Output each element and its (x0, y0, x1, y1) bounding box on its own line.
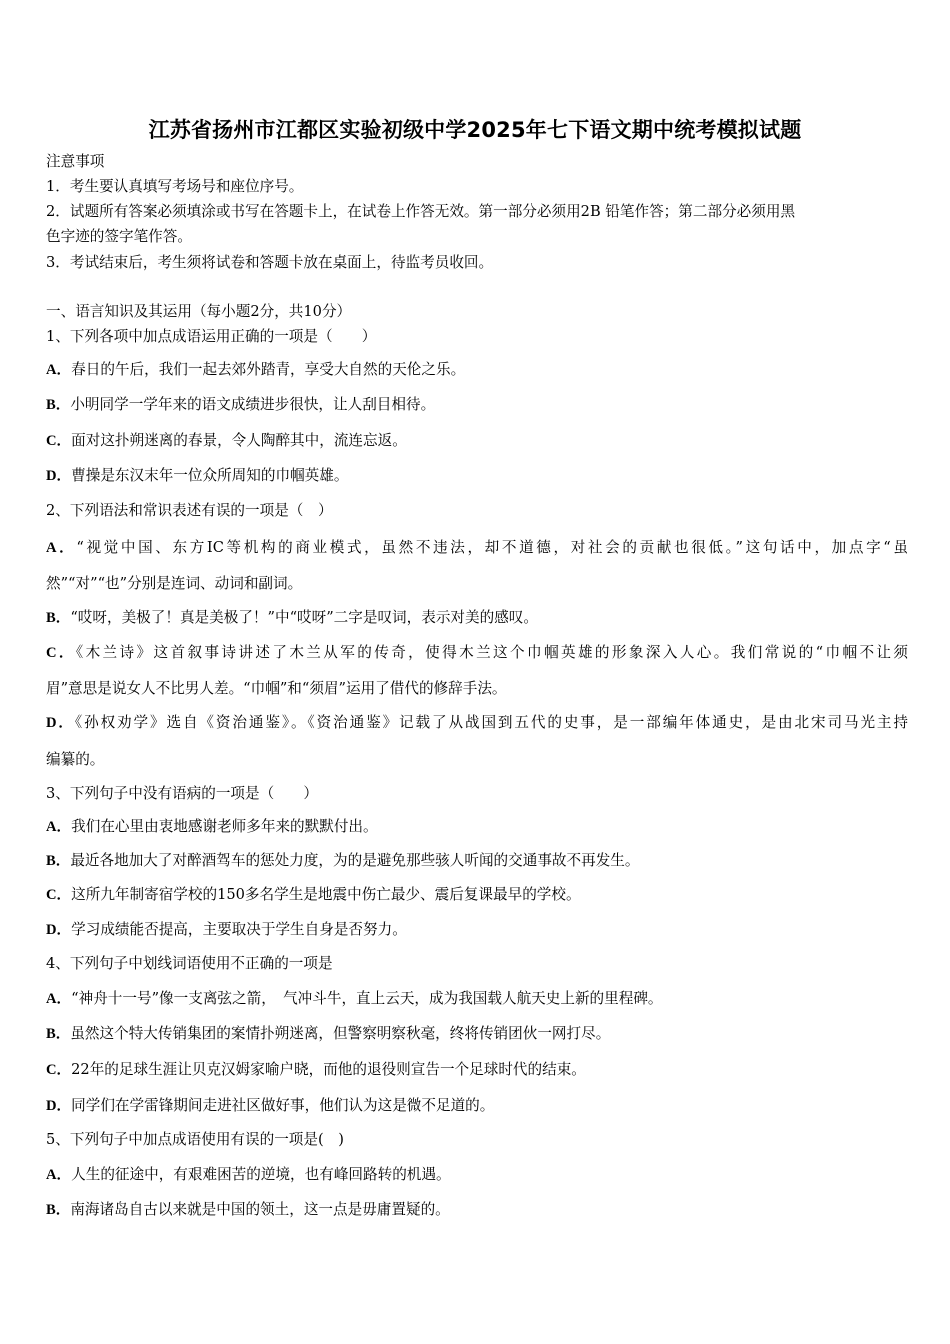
option-letter: D． (46, 715, 75, 731)
option-letter: A． (46, 991, 72, 1007)
option-letter: D． (46, 468, 72, 484)
question-2-option-a-line-1 (46, 539, 908, 557)
option-text: “哎呀，美极了！真是美极了！”中“哎呀”二字是叹词，表示对美的感叹。 (70, 609, 538, 626)
page-title: 江苏省扬州市江都区实验初级中学2025年七下语文期中统考模拟试题 (148, 118, 802, 142)
question-4-stem: 4、下列句子中划线词语使用不正确的一项是 (46, 955, 333, 972)
option-letter: D． (46, 1098, 72, 1114)
option-text: 虽然这个特大传销集团的案情扑朔迷离，但警察明察秋毫，终将传销团伙一网打尽。 (70, 1025, 611, 1042)
question-5-option-a (46, 1166, 908, 1184)
option-letter: C． (46, 1062, 72, 1078)
notes-item-1: 1．考生要认真填写考场号和座位序号。 (46, 178, 304, 195)
option-text: 我们在心里由衷地感谢老师多年来的默默付出。 (71, 818, 378, 835)
option-letter: B． (46, 610, 71, 626)
question-1-option-a (46, 361, 908, 379)
notes-item-2-line-2: 色字迹的签字笔作答。 (46, 228, 192, 245)
question-1-option-d (46, 467, 908, 485)
question-2-option-b (46, 609, 908, 627)
question-2-option-a-line-2: 然”“对”“也”分别是连词、动词和副词。 (46, 575, 303, 592)
question-4-option-b (46, 1025, 908, 1043)
question-2-option-c-line-2: 眉”意思是说女人不比男人差。“巾帼”和“须眉”运用了借代的修辞手法。 (46, 680, 507, 697)
option-text: 最近各地加大了对醉酒驾车的惩处力度，为的是避免那些骇人听闻的交通事故不再发生。 (70, 852, 640, 869)
option-letter: B． (46, 1026, 71, 1042)
option-letter: A． (46, 1167, 72, 1183)
option-letter: B． (46, 1202, 71, 1218)
option-text: 人生的征途中，有艰难困苦的逆境，也有峰回路转的机遇。 (71, 1166, 451, 1183)
question-3-option-a (46, 818, 908, 836)
option-text: 学习成绩能否提高，主要取决于学生自身是否努力。 (71, 921, 407, 938)
question-5-option-b (46, 1201, 908, 1219)
option-text: 面对这扑朔迷离的春景，令人陶醉其中，流连忘返。 (71, 432, 407, 449)
question-4-option-d (46, 1097, 908, 1115)
question-4-option-c (46, 1061, 908, 1079)
question-3-option-b (46, 852, 908, 870)
option-text: 同学们在学雷锋期间走进社区做好事，他们认为这是微不足道的。 (71, 1097, 495, 1114)
question-1-option-b (46, 396, 908, 414)
section-heading: 一、语言知识及其运用（每小题2分，共10分） (46, 303, 352, 320)
option-letter: C． (46, 645, 76, 661)
question-5-stem: 5、下列句子中加点成语使用有误的一项是( ) (46, 1131, 344, 1148)
notes-heading: 注意事项 (46, 153, 105, 170)
question-3-stem: 3、下列句子中没有语病的一项是（ ） (46, 785, 318, 802)
option-text: “神舟十一号”像一支离弦之箭， 气冲斗牛，直上云天，成为我国载人航天史上新的里程碑。 (71, 990, 663, 1007)
option-letter: A． (46, 540, 77, 556)
question-1-stem: 1、下列各项中加点成语运用正确的一项是（ ） (46, 328, 377, 345)
option-text: 《孙权劝学》选自《资治通鉴》。《资治通鉴》记载了从战国到五代的史事，是一部编年体通史，是由北宋司马光主持 (74, 714, 908, 731)
option-letter: A． (46, 819, 72, 835)
question-1-option-c (46, 432, 908, 450)
question-2-option-d-line-2: 编纂的。 (46, 751, 105, 768)
option-text: 《木兰诗》这首叙事诗讲述了木兰从军的传奇，使得木兰这个巾帼英雄的形象深入人心。我们常说的“巾帼不让须 (75, 644, 908, 661)
question-4-option-a (46, 990, 908, 1008)
option-letter: A． (46, 362, 72, 378)
option-text: “视觉中国、东方IC等机构的商业模式，虽然不违法，却不道德，对社会的贡献也很低。”这句话中，加点字“虽 (76, 539, 908, 556)
option-letter: B． (46, 397, 71, 413)
option-text: 曹操是东汉末年一位众所周知的巾帼英雄。 (71, 467, 349, 484)
notes-item-2-line-1: 2．试题所有答案必须填涂或书写在答题卡上，在试卷上作答无效。第一部分必须用2B 铅笔作答；第二部分必须用黑 (46, 203, 796, 220)
question-2-option-c-line-1 (46, 644, 908, 662)
option-text: 春日的午后，我们一起去郊外踏青，享受大自然的天伦之乐。 (71, 361, 466, 378)
question-3-option-d (46, 921, 908, 939)
option-text: 这所九年制寄宿学校的150多名学生是地震中伤亡最少、震后复课最早的学校。 (71, 886, 581, 903)
option-letter: C． (46, 433, 72, 449)
notes-item-3: 3．考试结束后，考生须将试卷和答题卡放在桌面上，待监考员收回。 (46, 254, 494, 271)
option-text: 小明同学一学年来的语文成绩进步很快，让人刮目相待。 (70, 396, 436, 413)
option-letter: B． (46, 853, 71, 869)
option-text: 南海诸岛自古以来就是中国的领土，这一点是毋庸置疑的。 (70, 1201, 450, 1218)
question-3-option-c (46, 886, 908, 904)
option-text: 22年的足球生涯让贝克汉姆家喻户晓，而他的退役则宣告一个足球时代的结束。 (71, 1061, 586, 1078)
option-letter: C． (46, 887, 72, 903)
option-letter: D． (46, 922, 72, 938)
question-2-option-d-line-1 (46, 714, 908, 732)
question-2-stem: 2、下列语法和常识表述有误的一项是（ ） (46, 502, 333, 519)
